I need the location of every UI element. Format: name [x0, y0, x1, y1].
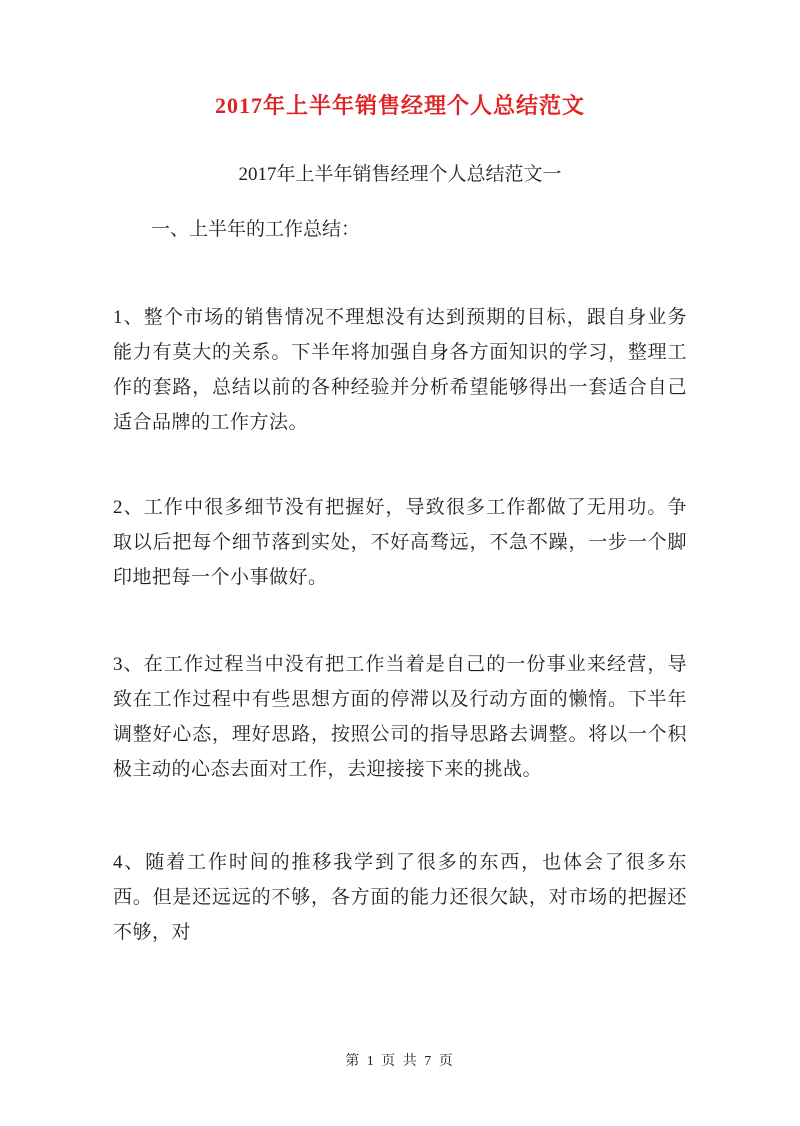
- page-footer: 第 1 页 共 7 页: [345, 1054, 455, 1069]
- document-page: [0, 90, 800, 1126]
- doc-subtitle: 2017年上半年销售经理个人总结范文一: [238, 164, 562, 185]
- paragraph-1: 1、整个市场的销售情况不理想没有达到预期的目标，跟自身业务能力有莫大的关系。下半年将加强自身各方面知识的学习，整理工作的套路，总结以前的各种经验并分析希望能够得出一套适合自己适合品牌的工作方法。: [113, 307, 687, 433]
- paragraph-4: 4、随着工作时间的推移我学到了很多的东西，也体会了很多东西。但是还远远的不够，各方面的能力还很欠缺，对市场的把握还不够，对: [113, 852, 687, 943]
- page-title: 2017年上半年销售经理个人总结范文: [214, 93, 585, 118]
- section-heading: 一、上半年的工作总结：: [151, 219, 361, 240]
- paragraph-3: 3、在工作过程当中没有把工作当着是自己的一份事业来经营，导致在工作过程中有些思想方面的停滞以及行动方面的懒惰。下半年调整好心态，理好思路，按照公司的指导思路去调整。将以一个积极主动的心态去面对工作，去迎接接下来的挑战。: [113, 654, 687, 780]
- paragraph-2: 2、工作中很多细节没有把握好，导致很多工作都做了无用功。争取以后把每个细节落到实处，不好高骛远，不急不躁，一步一个脚印地把每一个小事做好。: [113, 497, 687, 588]
